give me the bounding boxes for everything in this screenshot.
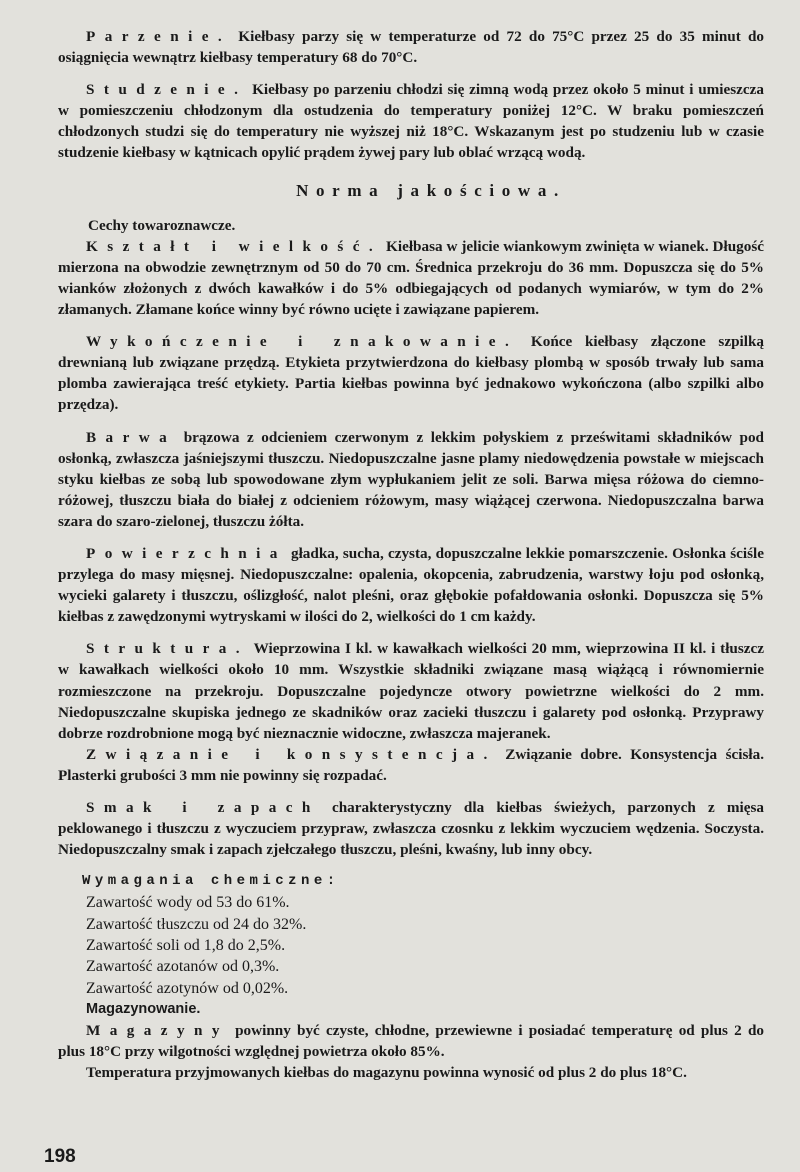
paragraph-barwa [58, 427, 764, 532]
list-item: Zawartość azotanów od 0,3%. [86, 958, 280, 976]
list-item: Zawartość azotynów od 0,02%. [86, 979, 289, 997]
lead-parzenie: Parzenie. [86, 28, 232, 45]
paragraph-studzenie [58, 79, 764, 163]
list-item: Zawartość tłuszczu od 24 do 32%. [86, 915, 307, 933]
lead-barwa: Barwa [86, 428, 177, 446]
list-item: Zawartość soli od 1,8 do 2,5%. [86, 936, 286, 954]
paragraph-smak [58, 797, 764, 860]
lead-smak: Smak i zapach [86, 799, 320, 816]
chemical-requirements-list [86, 892, 764, 998]
paragraph-magazyny [58, 1020, 764, 1062]
text-wykonczenie: Końce kiełbasy złączone szpilką drewnianą lub związane przędzą. Etykieta przytwierdzona do kiełbasy plombą w sposób trwały lub sama plomba zawierająca treść etykiety. Partia kiełbas powinna być jednakowo wykończona (albo szpilki albo przędza). [58, 333, 765, 414]
text-ksztalt: Kiełbasa w jelicie wiankowym zwinięta w wianek. Długość mierzona na obwodzie zewnętrznym od 50 do 70 cm. Średnica przekroju do 36 mm. Dopuszcza się do 5% wianków złożonych z dwóch kawałków i do 5% odbiegających od podanych wymiarów, w tym do 2% złamanych. Złamane końce winny być równo ucięte i zawiązane papierem. [58, 237, 764, 319]
text-barwa: brązowa z odcieniem czerwonym z lekkim połyskiem z prześwitami składników pod osłonką, zwłaszcza jaśniejszymi tłuszczu. Niedopuszczalne jasne plamy niedowędzenia powstałe w miejscach styku kiełbas ze sobą lub spowodowane złym wypłukaniem jelit ze soli. Barwa mięsa różowa do ciemno-różowej, tłuszczu biała do białej z odcieniem różowym, masy wiążącej czerwona. Niedopuszczalna barwa szara do szaro-zielonej, tłuszczu żółta. [58, 428, 764, 530]
lead-studzenie: Studzenie. [86, 81, 248, 99]
paragraph-temperatura: Temperatura przyjmowanych kiełbas do magazynu powinna wynosić od plus 2 do plus 18°C. [86, 1064, 687, 1082]
lead-powierzchnia: Powierzchnia [86, 544, 287, 562]
paragraph-parzenie [58, 26, 764, 68]
text-magazyny: powinny być czyste, chłodne, przewiewne i posiadać temperaturę od plus 2 do plus 18°C przy wilgotności względnej powietrza około 85%. [58, 1021, 764, 1061]
text-zwiazanie: Związanie dobre. Konsystencja ścisła. Plasterki grubości 3 mm nie powinny się rozpadać. [58, 745, 764, 784]
lead-zwiazanie: Związanie i konsystencja. [86, 745, 497, 763]
text-struktura: Wieprzowina I kl. w kawałkach wielkości 20 mm, wieprzowina II kl. i tłuszcz w kawałkach wielkości około 10 mm. Wszystkie składniki związane masą wiążącą i równomiernie rozmieszczone na przekroju. Dopuszczalne pojedyncze otwory powietrzne wielkości do 2 mm. Niedopuszczalne skupiska jednego ze skadników oraz zacieki tłuszczu i galarety pod osłonką. Przyprawy dobrze rozdrobnione mogą być nieznacznie widoczne, zwłaszcza majeranek. [58, 640, 764, 742]
paragraph-powierzchnia [58, 543, 764, 627]
lead-ksztalt: Kształt i wielkość. [86, 237, 383, 255]
heading-cechy-towaroznawcze: Cechy towaroznawcze. [88, 216, 236, 234]
heading-wymagania-chemiczne: Wymagania chemiczne: [82, 873, 340, 890]
heading-magazynowanie: Magazynowanie. [86, 1000, 201, 1017]
lead-wykonczenie: Wykończenie i znakowanie. [86, 333, 519, 351]
lead-magazyny: Magazyny [86, 1021, 229, 1039]
lead-struktura: Struktura. [86, 640, 250, 658]
paragraph-zwiazanie [58, 744, 764, 786]
text-smak: charakterystyczny dla kiełbas świeżych, parzonych z mięsa peklowanego i tłuszczu z wyczuciem przypraw, zwłaszcza czosnku z lekkim wyczuciem wędzenia. Soczysta. Niedopuszczalny smak i zapach zjełczałego tłuszczu, pleśni, kwaśny, lub inny obcy. [58, 799, 764, 859]
text-parzenie: Kiełbasy parzy się w temperaturze od 72 do 75°C przez 25 do 35 minut do osiągnięcia wewnątrz kiełbasy temperatury 68 do 70°C. [58, 28, 764, 67]
paragraph-wykonczenie [58, 331, 764, 415]
text-studzenie: Kiełbasy po parzeniu chłodzi się zimną wodą przez około 5 minut i umieszcza w pomieszczeniu chłodzonym dla ostudzenia do temperatury poniżej 12°C. W braku pomieszczeń chłodzonych studzi się do temperatury nie wyższej niż 18°C. Wskazanym jest po studzeniu lub w czasie studzenie kiełbasy w kątnicach opylić prądem żywej pary lub oblać wrzącą wodą. [58, 81, 764, 162]
text-powierzchnia: gładka, sucha, czysta, dopuszczalne lekkie pomarszczenie. Osłonka ściśle przylega do masy mięsnej. Niedopuszczalne: opalenia, okopcenia, zabrudzenia, warstwy łoju pod osłonką, wycieki galarety i tłuszczu, oślizgłość, nalot pleśni, oraz głębokie pofałdowania osłonki. Dopuszcza się 5% kiełbas z zawędzonymi wytryskami w ilości do 2, wielkości do 1 cm każdy. [58, 544, 764, 626]
paragraph-struktura [58, 638, 764, 743]
heading-norma-jakosciowa: Norma jakościowa. [296, 180, 566, 200]
paragraph-ksztalt [58, 236, 764, 320]
list-item: Zawartość wody od 53 do 61%. [86, 894, 290, 912]
page-number: 198 [44, 1146, 76, 1167]
